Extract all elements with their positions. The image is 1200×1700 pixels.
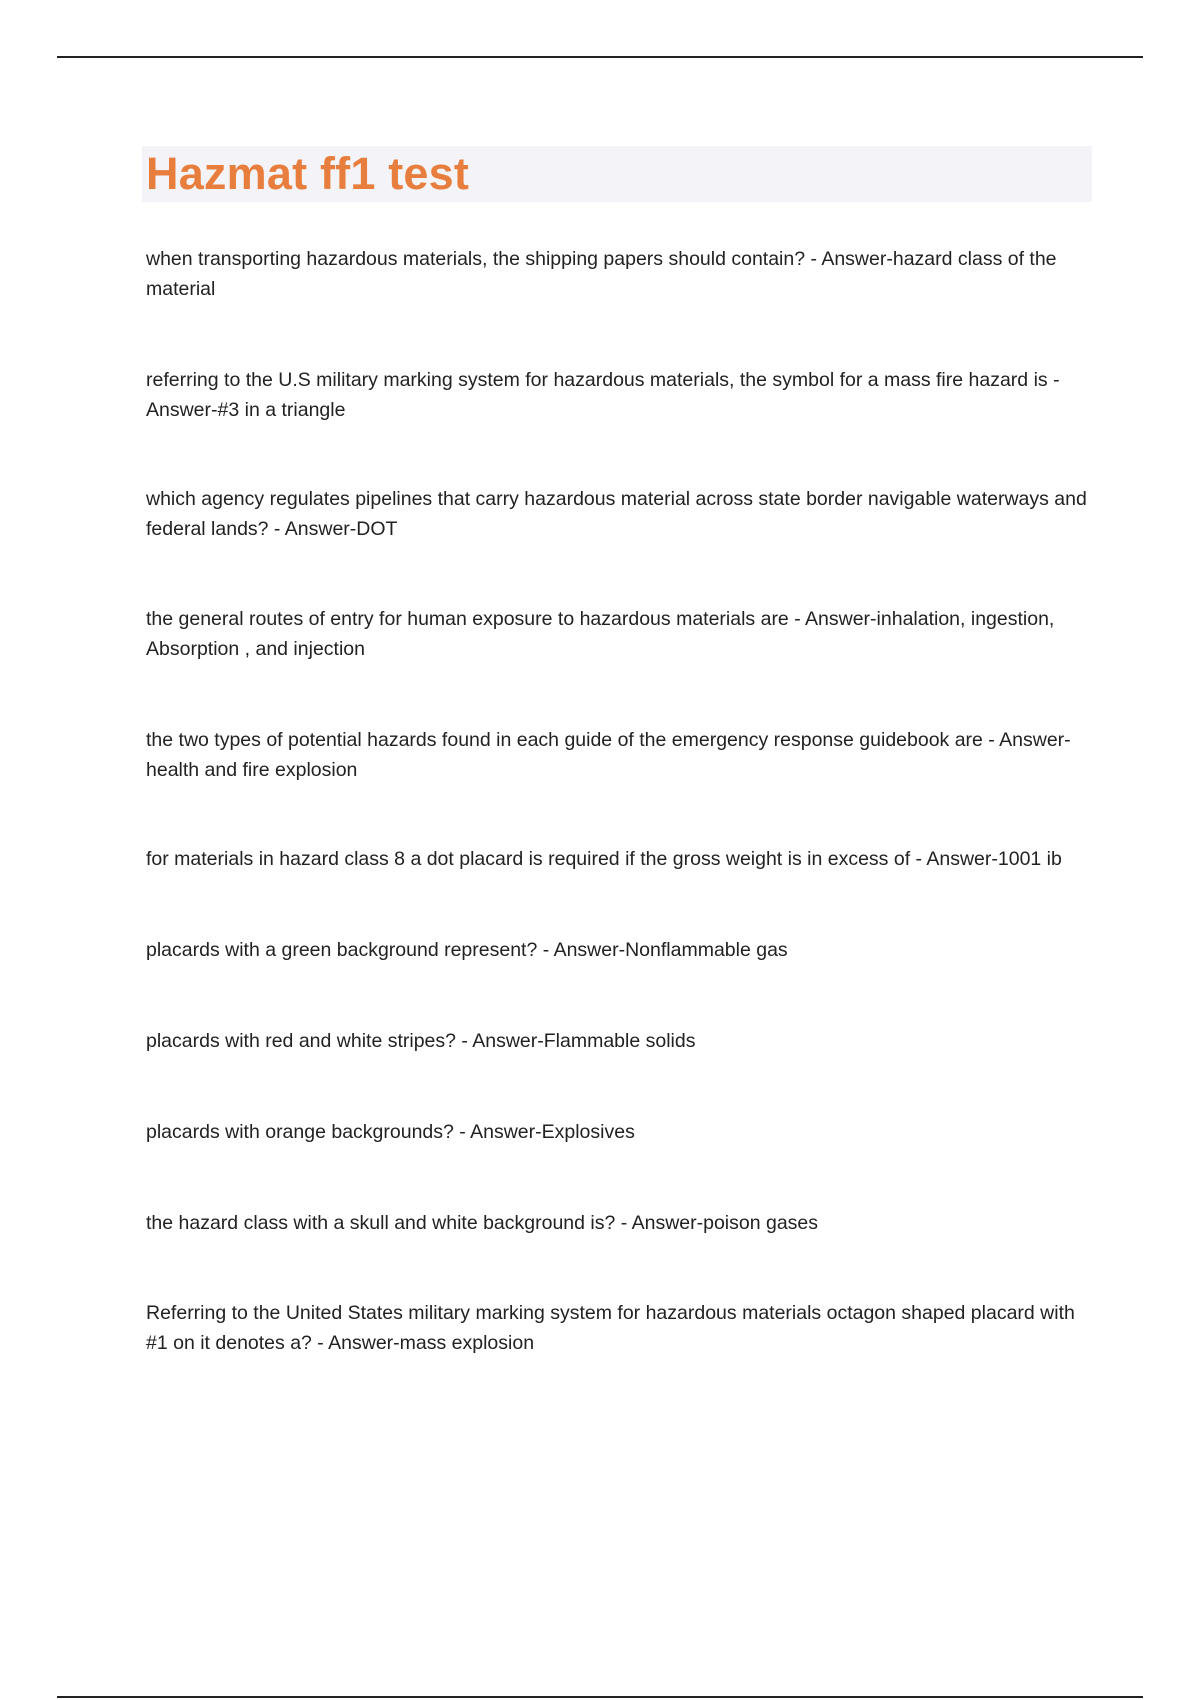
qa-item-2: referring to the U.S military marking system for hazardous materials, the symbol for a mass fire hazard is - Answer-#3 in a triangle xyxy=(146,369,1060,421)
qa-item-6: for materials in hazard class 8 a dot placard is required if the gross weight is in excess of - Answer-1001 ib xyxy=(146,848,1062,870)
qa-item-11: Referring to the United States military marking system for hazardous materials octagon shaped placard with #1 on it denotes a? - Answer-mass explosion xyxy=(146,1302,1075,1354)
bottom-rule xyxy=(57,1696,1143,1698)
qa-item-7: placards with a green background represent? - Answer-Nonflammable gas xyxy=(146,939,788,961)
qa-item-1: when transporting hazardous materials, the shipping papers should contain? - Answer-hazard class of the material xyxy=(146,248,1057,300)
qa-item-8: placards with red and white stripes? - Answer-Flammable solids xyxy=(146,1030,696,1052)
qa-item-4: the general routes of entry for human exposure to hazardous materials are - Answer-inhalation, ingestion, Absorption , and injection xyxy=(146,608,1055,660)
qa-item-5: the two types of potential hazards found in each guide of the emergency response guidebook are - Answer-health and fire explosion xyxy=(146,729,1071,781)
top-rule xyxy=(57,56,1143,58)
qa-item-10: the hazard class with a skull and white background is? - Answer-poison gases xyxy=(146,1212,819,1234)
qa-item-9: placards with orange backgrounds? - Answer-Explosives xyxy=(146,1121,635,1143)
qa-item-3: which agency regulates pipelines that carry hazardous material across state border navigable waterways and federal lands? - Answer-DOT xyxy=(146,488,1087,540)
page-title: Hazmat ff1 test xyxy=(146,148,470,199)
